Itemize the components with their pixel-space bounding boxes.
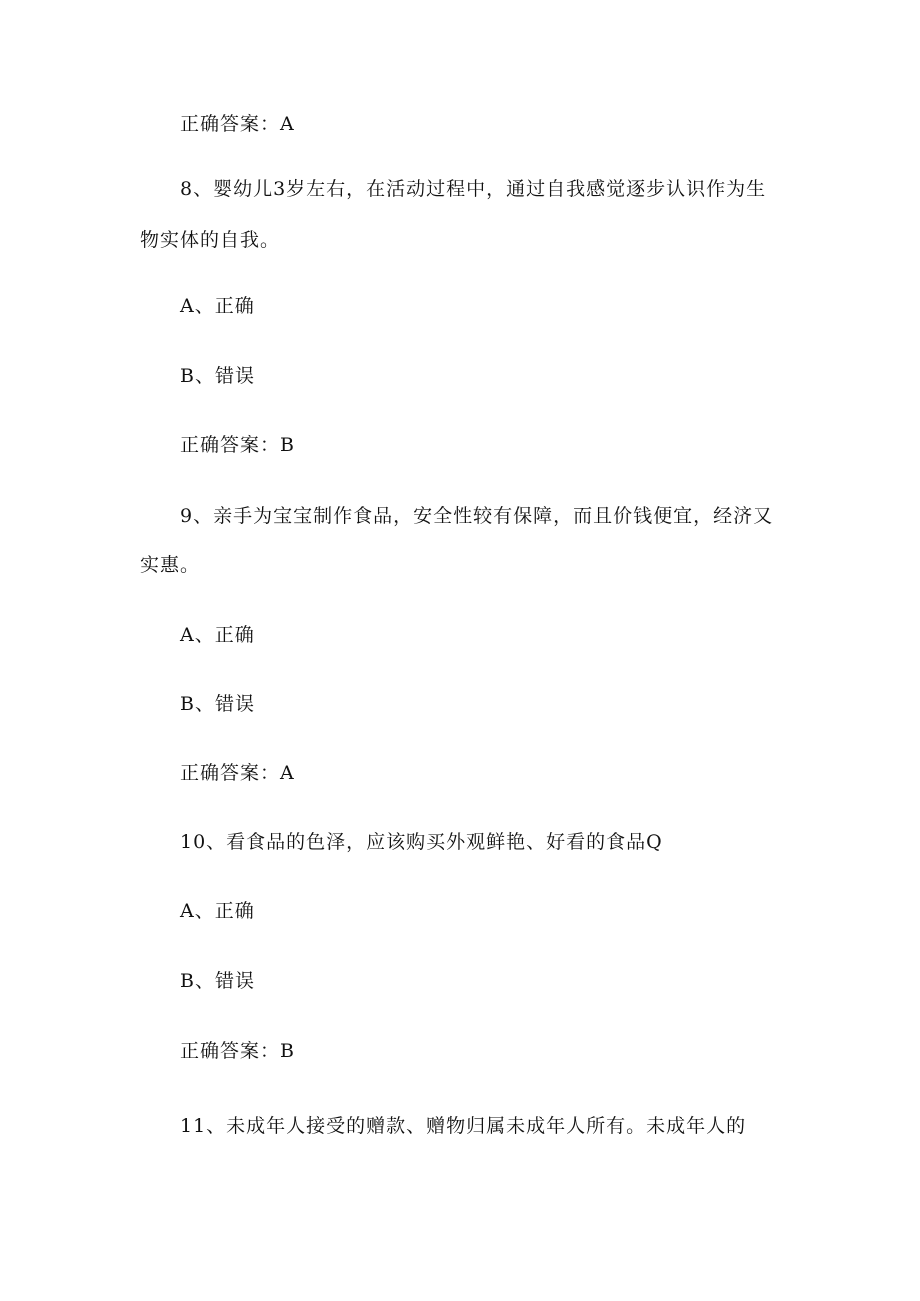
question-10-option-a: A、正确 bbox=[180, 900, 255, 922]
question-10-answer: 正确答案：B bbox=[180, 1040, 295, 1062]
question-10-line-1: 10、看食品的色泽，应该购买外观鲜艳、好看的食品Q bbox=[180, 831, 663, 853]
question-8-option-b: B、错误 bbox=[180, 365, 255, 387]
question-9-line-1: 9、亲手为宝宝制作食品，安全性较有保障，而且价钱便宜，经济又 bbox=[180, 505, 774, 527]
question-11-line-1: 11、未成年人接受的赠款、赠物归属未成年人所有。未成年人的 bbox=[180, 1115, 747, 1137]
question-10-option-b: B、错误 bbox=[180, 970, 255, 992]
question-9-option-b: B、错误 bbox=[180, 693, 255, 715]
answer-line-7: 正确答案：A bbox=[180, 113, 295, 135]
question-8-option-a: A、正确 bbox=[180, 295, 255, 317]
question-9-line-2: 实惠。 bbox=[140, 554, 201, 576]
question-8-answer: 正确答案：B bbox=[180, 434, 295, 456]
question-8-line-1: 8、婴幼儿3岁左右，在活动过程中，通过自我感觉逐步认识作为生 bbox=[180, 178, 767, 200]
question-9-option-a: A、正确 bbox=[180, 624, 255, 646]
question-8-line-2: 物实体的自我。 bbox=[140, 229, 281, 251]
question-9-answer: 正确答案：A bbox=[180, 762, 295, 784]
